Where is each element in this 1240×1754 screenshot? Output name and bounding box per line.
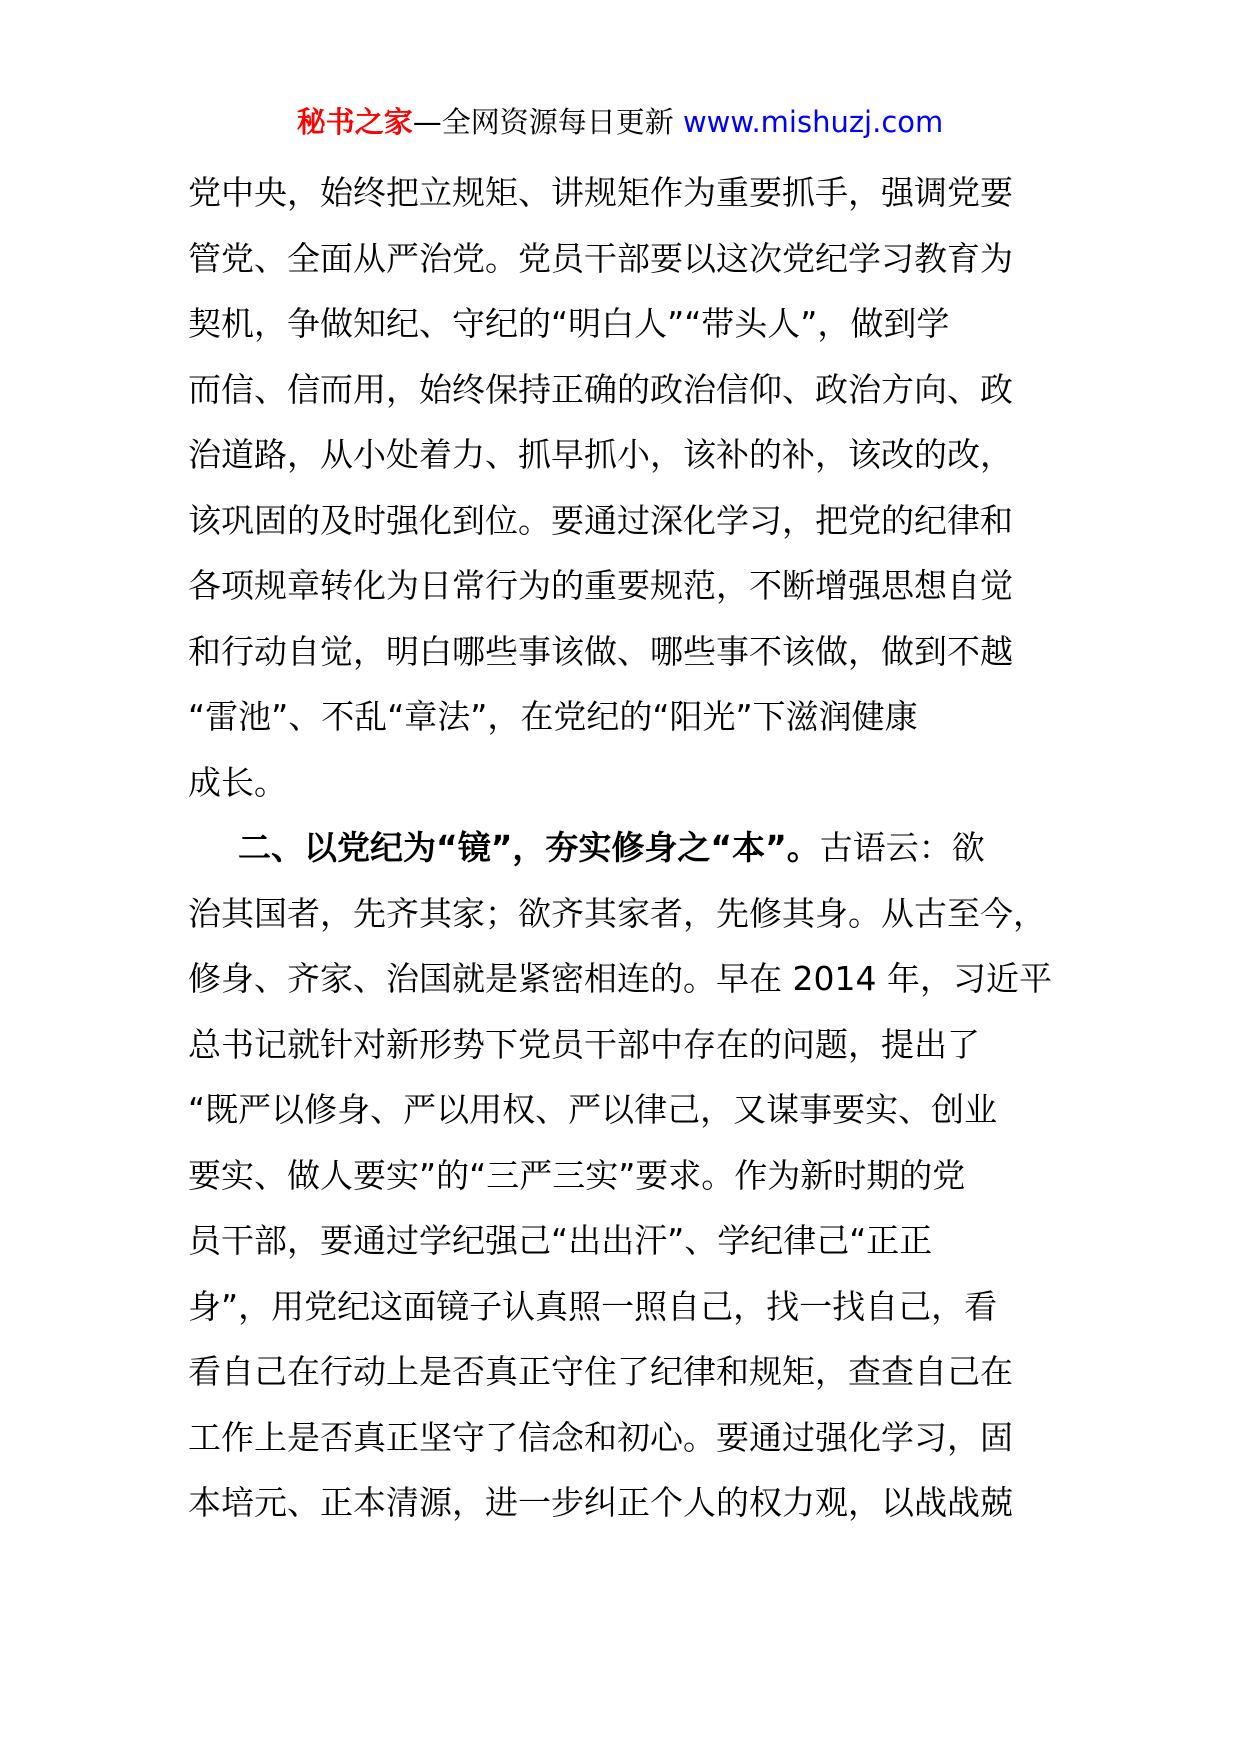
brand-name: 秘书之家 bbox=[296, 105, 413, 139]
text-line: 党中央，始终把立规矩、讲规矩作为重要抓手，强调党要 bbox=[188, 173, 1013, 212]
text-line: 而信、信而用，始终保持正确的政治信仰、政治方向、政 bbox=[188, 369, 1013, 409]
text-line: 各项规章转化为日常行为的重要规范，不断增强思想自觉 bbox=[188, 566, 1013, 605]
paragraph-2 bbox=[188, 815, 1068, 1536]
text-line: 治其国者，先齐其家；欲齐其家者，先修其身。从古至今， bbox=[188, 893, 1046, 933]
paragraph-first-line bbox=[188, 815, 1068, 881]
heading-followup-text: 古语云：欲 bbox=[819, 828, 985, 867]
text-line: 该巩固的及时强化到位。要通过深化学习，把党的纪律和 bbox=[188, 500, 1013, 540]
website-link[interactable]: www.mishuzj.com bbox=[682, 105, 944, 139]
page-header bbox=[0, 102, 1240, 142]
section-heading: 二、以党纪为“镜”，夯实修身之“本”。 bbox=[238, 828, 820, 867]
text-line: 本培元、正本清源，进一步纠正个人的权力观，以战战兢 bbox=[188, 1483, 1013, 1522]
document-body bbox=[188, 160, 1068, 1536]
text-line: 看自己在行动上是否真正守住了纪律和规矩，查查自己在 bbox=[188, 1352, 1013, 1391]
header-tagline: —全网资源每日更新 bbox=[412, 105, 674, 139]
text-line: “雷池”、不乱“章法”，在党纪的“阳光”下滋润健康 bbox=[188, 697, 918, 736]
text-line: 管党、全面从严治党。党员干部要以这次党纪学习教育为 bbox=[188, 238, 1013, 278]
text-line: 和行动自觉，明白哪些事该做、哪些事不该做，做到不越 bbox=[188, 631, 1013, 671]
text-line: 成长。 bbox=[188, 762, 287, 802]
text-line: 员干部，要通过学纪强己“出出汗”、学纪律己“正正 bbox=[188, 1221, 933, 1260]
text-line: “既严以修身、严以用权、严以律己，又谋事要实、创业 bbox=[188, 1090, 998, 1129]
text-line: 身”，用党纪这面镜子认真照一照自己，找一找自己，看 bbox=[188, 1286, 998, 1326]
text-line: 治道路，从小处着力、抓早抓小，该补的补，该改的改， bbox=[188, 435, 1013, 474]
text-line: 契机，争做知纪、守纪的“明白人”“带头人”，做到学 bbox=[188, 304, 950, 343]
text-line: 工作上是否真正坚守了信念和初心。要通过强化学习，固 bbox=[188, 1417, 1013, 1457]
text-line: 修身、齐家、治国就是紧密相连的。早在 2014 年，习近平 bbox=[188, 959, 1052, 998]
text-line: 要实、做人要实”的“三严三实”要求。作为新时期的党 bbox=[188, 1155, 966, 1195]
paragraph-1 bbox=[188, 160, 1068, 815]
text-line: 总书记就针对新形势下党员干部中存在的问题，提出了 bbox=[188, 1024, 980, 1064]
